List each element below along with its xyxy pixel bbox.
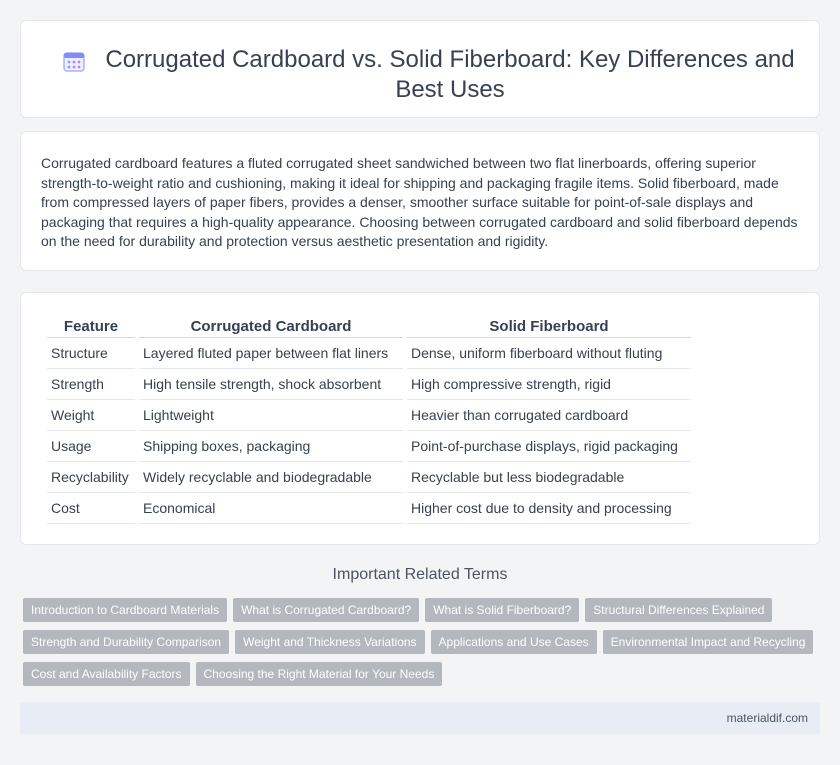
- table-header-row: [47, 315, 691, 338]
- related-term-tag[interactable]: Introduction to Cardboard Materials: [23, 598, 227, 622]
- related-terms-list: [23, 598, 823, 686]
- page-title: Corrugated Cardboard vs. Solid Fiberboard: Key Differences and Best Uses: [105, 46, 795, 103]
- related-term-tag[interactable]: Structural Differences Explained: [585, 598, 772, 622]
- column-header: Corrugated Cardboard: [139, 315, 403, 338]
- footer-bar: [20, 702, 820, 734]
- table-cell: Point-of-purchase displays, rigid packaging: [407, 431, 691, 462]
- comparison-table: [43, 315, 695, 524]
- intro-paragraph: Corrugated cardboard features a fluted corrugated sheet sandwiched between two flat linerboards, offering superior strength-to-weight ratio and cushioning, making it ideal for shipping and packaging fragile items. Solid fiberboard, made from compressed layers of paper fibers, provides a denser, smoother surface suitable for point-of-sale displays and packaging that requires a high-quality appearance. Choosing between corrugated cardboard and solid fiberboard depends on the need for durability and protection versus aesthetic presentation and rigidity.: [41, 155, 798, 249]
- related-term-tag[interactable]: Environmental Impact and Recycling: [603, 630, 814, 654]
- table-cell: High compressive strength, rigid: [407, 369, 691, 400]
- table-cell: Recyclability: [47, 462, 135, 493]
- table-cell: Shipping boxes, packaging: [139, 431, 403, 462]
- table-cell: Higher cost due to density and processing: [407, 493, 691, 524]
- column-header: Feature: [47, 315, 135, 338]
- table-row: [47, 369, 691, 400]
- table-cell: Dense, uniform fiberboard without fluting: [407, 338, 691, 369]
- related-term-tag[interactable]: Choosing the Right Material for Your Needs: [196, 662, 443, 686]
- table-cell: Heavier than corrugated cardboard: [407, 400, 691, 431]
- table-row: [47, 462, 691, 493]
- table-cell: Widely recyclable and biodegradable: [139, 462, 403, 493]
- table-row: [47, 431, 691, 462]
- footer-site-link[interactable]: materialdif.com: [726, 711, 808, 725]
- table-cell: Cost: [47, 493, 135, 524]
- related-term-tag[interactable]: Strength and Durability Comparison: [23, 630, 229, 654]
- related-term-tag[interactable]: Applications and Use Cases: [431, 630, 597, 654]
- comparison-table-card: [20, 292, 820, 545]
- table-cell: Weight: [47, 400, 135, 431]
- table-cell: Structure: [47, 338, 135, 369]
- header-card: [20, 20, 820, 118]
- table-cell: Economical: [139, 493, 403, 524]
- related-term-tag[interactable]: What is Solid Fiberboard?: [425, 598, 579, 622]
- table-row: [47, 400, 691, 431]
- table-row: [47, 493, 691, 524]
- table-row: [47, 338, 691, 369]
- table-cell: High tensile strength, shock absorbent: [139, 369, 403, 400]
- related-term-tag[interactable]: Weight and Thickness Variations: [235, 630, 424, 654]
- table-cell: Layered fluted paper between flat liners: [139, 338, 403, 369]
- related-term-tag[interactable]: What is Corrugated Cardboard?: [233, 598, 419, 622]
- table-cell: Recyclable but less biodegradable: [407, 462, 691, 493]
- table-cell: Usage: [47, 431, 135, 462]
- table-cell: Strength: [47, 369, 135, 400]
- intro-card: [20, 131, 820, 271]
- table-cell: Lightweight: [139, 400, 403, 431]
- related-term-tag[interactable]: Cost and Availability Factors: [23, 662, 190, 686]
- column-header: Solid Fiberboard: [407, 315, 691, 338]
- related-terms-heading: Important Related Terms: [332, 566, 508, 583]
